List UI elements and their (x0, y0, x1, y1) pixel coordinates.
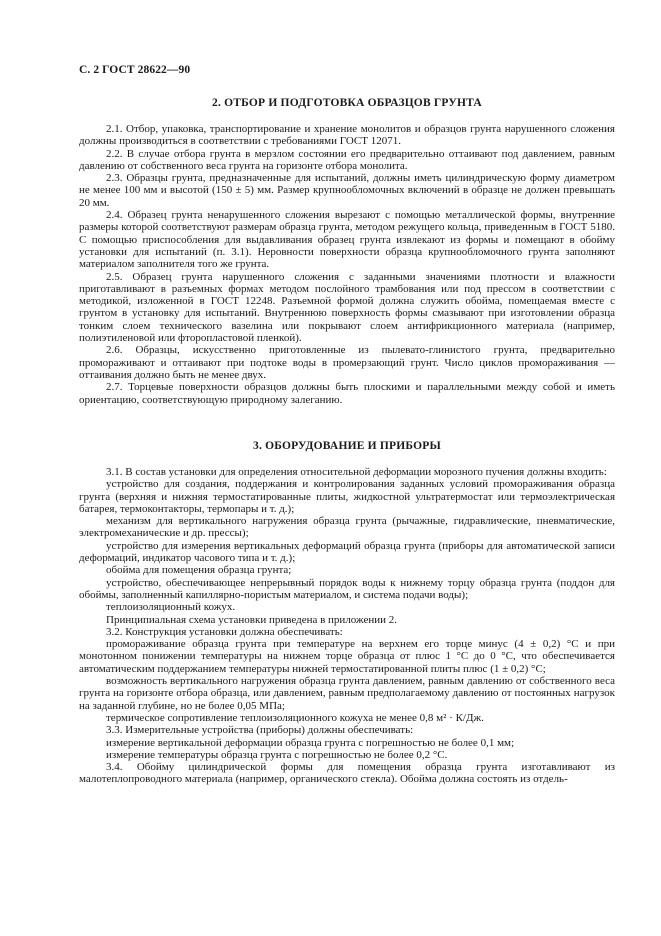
section-3-body (79, 466, 615, 786)
paragraph-scheme-ref: Принципиальная схема установки приведена в приложении 2. (106, 613, 398, 626)
paragraph-2-3: 2.3. Образцы грунта, предназначенные для испытаний, должны иметь цилиндрическую форму диаметром не менее 100 мм и высотой (150 ± 5) мм. Размер крупнообломочных включений в образце не должен превышать 20 мм. (79, 172, 615, 209)
paragraph-3-1: 3.1. В состав установки для определения относительной деформации морозного пучения должны входить: (106, 466, 607, 478)
paragraph-2-2: 2.2. В случае отбора грунта в мерзлом состоянии его предварительно оттаивают под давлением, равным давлению от собственного веса грунта на горизонте отбора монолита. (79, 147, 615, 172)
list-item-loading-mechanism: механизм для вертикального нагружения образца грунта (рычажные, гидравлические, пневматические, электромеханические и др. прессы); (79, 515, 615, 540)
paragraph-2-5: 2.5. Образец грунта нарушенного сложения с заданными значениями плотности и влажности приготавливают в разъемных формах методом послойного трамбования или под прессом в соответствии с методикой, изложенной в ГОСТ 12248. Разъемной формой должна служить обойма, помещаемая вместе с грунтом в установку для испытаний. Внутреннюю поверхность формы смазывают при изготовлении образца тонким слоем технического вазелина или покрывают слоем антифрикционного материала (например, полиэтиленовой или фторопластовой пленкой). (79, 270, 615, 345)
list-item-insulation-cover: теплоизоляционный кожух. (106, 601, 236, 614)
paragraph-2-6: 2.6. Образцы, искусственно приготовленные из пылевато-глинистого грунта, предварительно промораживают и оттаивают при подтоке воды в промерзающий грунт. Число циклов промораживания — оттаивания должно быть не менее двух. (79, 344, 615, 381)
list-item-thermal-resistance: термическое сопротивление теплоизоляционного кожуха не менее 0,8 м² · К/Дж. (106, 711, 484, 724)
section-2-body (79, 123, 615, 406)
paragraph-2-7: 2.7. Торцевые поверхности образцов должны быть плоскими и параллельными между собой и иметь ориентацию, соответствующую природному залеганию. (79, 381, 615, 406)
paragraph-2-1: 2.1. Отбор, упаковка, транспортирование и хранение монолитов и образцов грунта нарушенного сложения должны производиться в соответствии с требованиями ГОСТ 12071. (79, 123, 615, 148)
section-3-title: 3. ОБОРУДОВАНИЕ И ПРИБОРЫ (253, 440, 441, 452)
paragraph-3-2: 3.2. Конструкция установки должна обеспечивать: (106, 625, 343, 638)
paragraph-2-4: 2.4. Образец грунта ненарушенного сложения вырезают с помощью металлической формы, внутренние размеры которой соответствуют размерам образца грунта, методом режущего кольца, приведенным в ГОСТ 5180. С помощью приспособления для выдавливания образец грунта извлекают из формы и помещают в обойму установки для испытаний (п. 3.1). Неровности поверхности образца крупнообломочного грунта заполняют материалом заполнителя того же грунта. (79, 209, 615, 271)
section-2-title: 2. ОТБОР И ПОДГОТОВКА ОБРАЗЦОВ ГРУНТА (212, 97, 482, 109)
page-header: С. 2 ГОСТ 28622—90 (79, 64, 191, 76)
list-item-measuring-device: устройство для измерения вертикальных деформаций образца грунта (приборы для автоматической записи деформаций, индикатор часового типа и т. д.); (79, 539, 615, 565)
list-item-water-supply: устройство, обеспечивающее непрерывный порядок воды к нижнему торцу образца грунта (поддон для обоймы, заполненный капиллярно-пористым материалом, и система подачи воды); (79, 576, 615, 601)
list-item-vertical-load: возможность вертикального нагружения образца грунта давлением, равным давлению от собственного веса грунта на горизонте отбора образца, или давлением, равным предполагаемому давлению от постоянных нагрузок на заданной глубине, но не более 0,05 МПа; (79, 675, 615, 712)
paragraph-3-4: 3.4. Обойму цилиндрической формы для помещения образца грунта изготавливают из малотеплопроводного материала (например, органического стекла). Обойма должна состоять из отдель- (79, 761, 615, 786)
list-item-holder: обойма для помещения образца грунта; (106, 564, 292, 577)
list-item-control-device: устройство для создания, поддержания и контролирования заданных условий промораживания образца грунта (верхняя и нижняя термостатированные плиты, жидкостной ультратермостат или термоэлектрическая батарея, термоконтакторы, термопары и т. д.); (79, 478, 615, 515)
list-item-freezing: промораживание образца грунта при температуре на верхнем его торце минус (4 ± 0,2) °С и при монотонном понижении температуры на нижнем торце образца от плюс 1 °С до 0 °С, что обеспечивается автоматическим поддержанием температуры нижней термостатированной плиты плюс (1 ± 0,2) °С; (79, 638, 615, 675)
list-item-deformation-accuracy: измерение вертикальной деформации образца грунта с погрешностью не более 0,1 мм; (106, 736, 515, 749)
list-item-temperature-accuracy: измерение температуры образца грунта с погрешностью не более 0,2 °С. (106, 748, 448, 761)
paragraph-3-3: 3.3. Измерительные устройства (приборы) должны обеспечивать: (106, 724, 414, 737)
